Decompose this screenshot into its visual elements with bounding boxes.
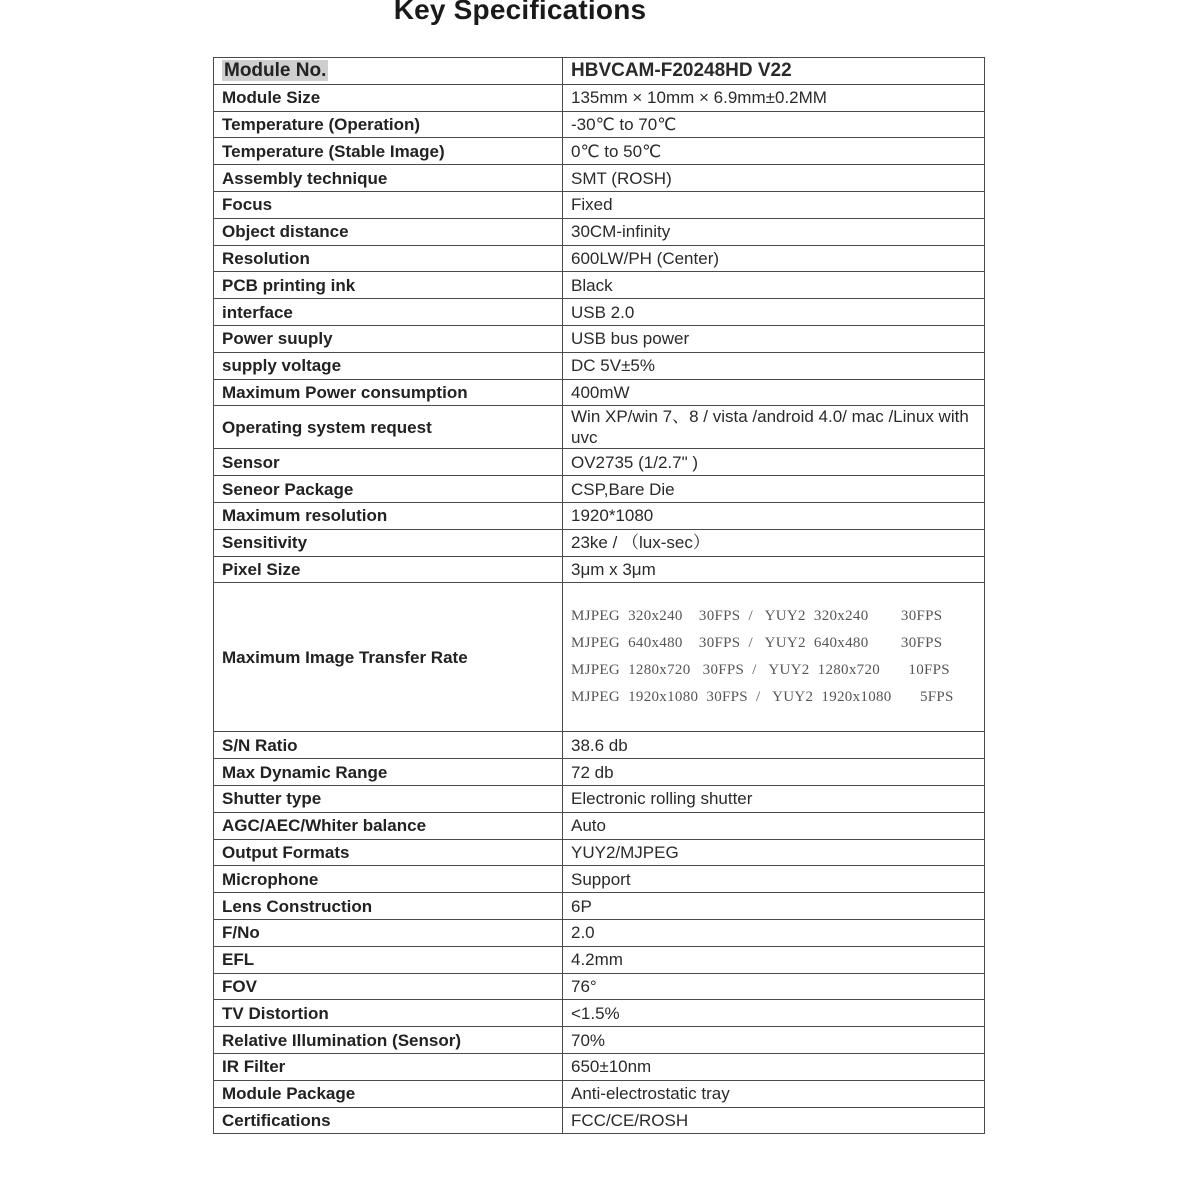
- spec-value: Auto: [563, 812, 985, 839]
- transfer-rate-line: MJPEG 1280x720 30FPS / YUY2 1280x720 10FPS: [571, 662, 950, 679]
- spec-row-assembly-technique: [214, 165, 985, 192]
- spec-row-sensitivity: [214, 529, 985, 556]
- spec-value: Electronic rolling shutter: [563, 785, 985, 812]
- spec-row-object-distance: [214, 218, 985, 245]
- spec-row-efl: [214, 946, 985, 973]
- spec-label: Relative Illumination (Sensor): [214, 1027, 563, 1054]
- spec-row-operating-system-request: [214, 406, 985, 449]
- spec-value: 6P: [563, 893, 985, 920]
- spec-row-output-formats: [214, 839, 985, 866]
- spec-row-certifications: [214, 1107, 985, 1134]
- page-title: Key Specifications: [393, 0, 647, 25]
- spec-value: 76°: [563, 973, 985, 1000]
- spec-value: 30CM-infinity: [563, 218, 985, 245]
- spec-label: Resolution: [214, 245, 563, 272]
- spec-value: SMT (ROSH): [563, 165, 985, 192]
- spec-label: Output Formats: [214, 839, 563, 866]
- spec-label-cell: [214, 58, 563, 85]
- spec-value: OV2735 (1/2.7" ): [563, 449, 985, 476]
- spec-label: EFL: [214, 946, 563, 973]
- spec-row-power-suuply: [214, 325, 985, 352]
- spec-row-microphone: [214, 866, 985, 893]
- spec-label: Sensor: [214, 449, 563, 476]
- spec-label: FOV: [214, 973, 563, 1000]
- spec-value: Anti-electrostatic tray: [563, 1080, 985, 1107]
- spec-label: Max Dynamic Range: [214, 759, 563, 786]
- spec-row-module-package: [214, 1080, 985, 1107]
- spec-value: DC 5V±5%: [563, 352, 985, 379]
- transfer-rate-list: [563, 583, 985, 732]
- spec-value: 4.2mm: [563, 946, 985, 973]
- spec-value: HBVCAM-F20248HD V22: [563, 58, 985, 85]
- spec-label: Maximum Power consumption: [214, 379, 563, 406]
- spec-label: Maximum Image Transfer Rate: [214, 583, 563, 732]
- spec-row-s-n-ratio: [214, 732, 985, 759]
- spec-label: Lens Construction: [214, 893, 563, 920]
- spec-row-interface: [214, 299, 985, 326]
- spec-row-seneor-package: [214, 476, 985, 503]
- specifications-table: [213, 57, 985, 1134]
- specifications-table-container: [213, 57, 984, 1134]
- spec-value: 2.0: [563, 919, 985, 946]
- spec-row-fov: [214, 973, 985, 1000]
- spec-row-lens-construction: [214, 893, 985, 920]
- spec-row-module-size: [214, 84, 985, 111]
- spec-label: Assembly technique: [214, 165, 563, 192]
- spec-value: 1920*1080: [563, 502, 985, 529]
- spec-row-resolution: [214, 245, 985, 272]
- spec-label: Shutter type: [214, 785, 563, 812]
- spec-row-focus: [214, 191, 985, 218]
- spec-label: Module Package: [214, 1080, 563, 1107]
- spec-label: Pixel Size: [214, 556, 563, 583]
- spec-value: 650±10nm: [563, 1053, 985, 1080]
- spec-label: AGC/AEC/Whiter balance: [214, 812, 563, 839]
- specifications-table-body: [214, 58, 985, 1134]
- spec-row-pcb-printing-ink: [214, 272, 985, 299]
- spec-value: Black: [563, 272, 985, 299]
- spec-row-tv-distortion: [214, 1000, 985, 1027]
- spec-value: 135mm × 10mm × 6.9mm±0.2MM: [563, 84, 985, 111]
- spec-row-shutter-type: [214, 785, 985, 812]
- spec-label: Focus: [214, 191, 563, 218]
- spec-value: 400mW: [563, 379, 985, 406]
- spec-row-sensor: [214, 449, 985, 476]
- spec-row-maximum-power-consumption: [214, 379, 985, 406]
- spec-value: FCC/CE/ROSH: [563, 1107, 985, 1134]
- spec-label: Operating system request: [214, 406, 563, 449]
- spec-value: <1.5%: [563, 1000, 985, 1027]
- spec-row-temperature-stable-image: [214, 138, 985, 165]
- spec-row-maximum-resolution: [214, 502, 985, 529]
- spec-value: 38.6 db: [563, 732, 985, 759]
- spec-row-pixel-size: [214, 556, 985, 583]
- spec-value: YUY2/MJPEG: [563, 839, 985, 866]
- spec-label: Power suuply: [214, 325, 563, 352]
- spec-label: Certifications: [214, 1107, 563, 1134]
- spec-value: CSP,Bare Die: [563, 476, 985, 503]
- transfer-rate-line: MJPEG 1920x1080 30FPS / YUY2 1920x1080 5FPS: [571, 689, 954, 706]
- spec-label: Object distance: [214, 218, 563, 245]
- spec-row-ir-filter: [214, 1053, 985, 1080]
- spec-label: Module No.: [224, 60, 327, 82]
- spec-value: 600LW/PH (Center): [563, 245, 985, 272]
- spec-row-temperature-operation: [214, 111, 985, 138]
- spec-value: 70%: [563, 1027, 985, 1054]
- spec-label: Microphone: [214, 866, 563, 893]
- spec-value: Support: [563, 866, 985, 893]
- spec-value: USB 2.0: [563, 299, 985, 326]
- transfer-rate-line: MJPEG 320x240 30FPS / YUY2 320x240 30FPS: [571, 608, 943, 625]
- spec-label: Seneor Package: [214, 476, 563, 503]
- spec-label: interface: [214, 299, 563, 326]
- spec-value: 0℃ to 50℃: [563, 138, 985, 165]
- transfer-rate-lines: [571, 603, 976, 711]
- spec-value: USB bus power: [563, 325, 985, 352]
- spec-value: Fixed: [563, 191, 985, 218]
- spec-row-supply-voltage: [214, 352, 985, 379]
- spec-row-maximum-image-transfer-rate: [214, 583, 985, 732]
- transfer-rate-line: MJPEG 640x480 30FPS / YUY2 640x480 30FPS: [571, 635, 943, 652]
- spec-label: Module Size: [214, 84, 563, 111]
- spec-label: supply voltage: [214, 352, 563, 379]
- spec-value: 23ke / （lux-sec）: [563, 529, 985, 556]
- spec-value: -30℃ to 70℃: [563, 111, 985, 138]
- spec-row-max-dynamic-range: [214, 759, 985, 786]
- spec-row-agc-aec-whiter-balance: [214, 812, 985, 839]
- spec-label: IR Filter: [214, 1053, 563, 1080]
- module-number-row: [214, 58, 985, 85]
- spec-value: 3μm x 3μm: [563, 556, 985, 583]
- spec-value: Win XP/win 7、8 / vista /android 4.0/ mac /Linux with uvc: [563, 406, 985, 449]
- spec-label: F/No: [214, 919, 563, 946]
- spec-label: Temperature (Stable Image): [214, 138, 563, 165]
- spec-label: Sensitivity: [214, 529, 563, 556]
- spec-label: S/N Ratio: [214, 732, 563, 759]
- spec-label: PCB printing ink: [214, 272, 563, 299]
- spec-value: 72 db: [563, 759, 985, 786]
- spec-row-relative-illumination-sensor: [214, 1027, 985, 1054]
- spec-label: TV Distortion: [214, 1000, 563, 1027]
- spec-row-f-no: [214, 919, 985, 946]
- spec-label: Maximum resolution: [214, 502, 563, 529]
- spec-label: Temperature (Operation): [214, 111, 563, 138]
